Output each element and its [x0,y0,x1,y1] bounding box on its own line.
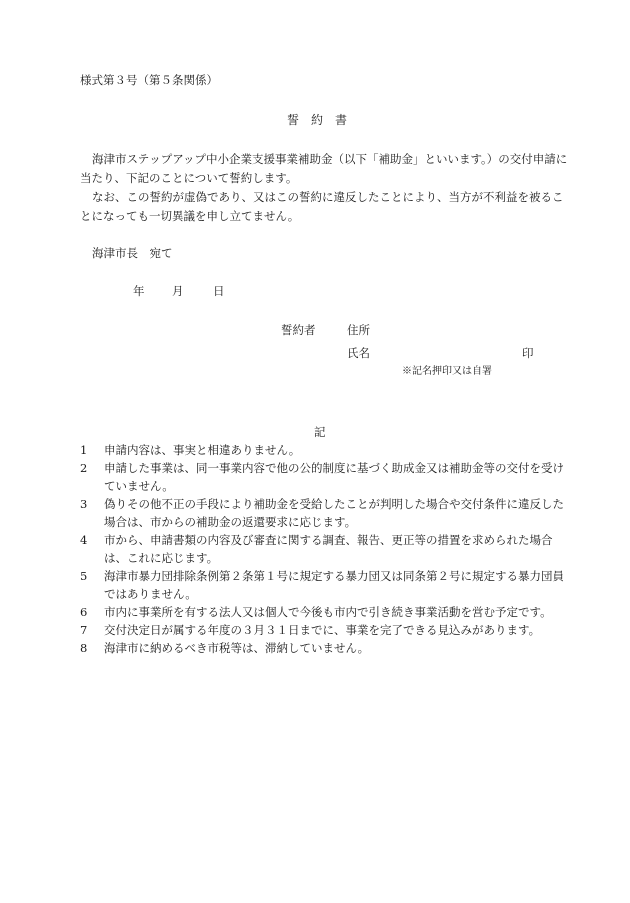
ki-heading: 記 [314,425,326,439]
item-number: 2 [80,461,88,475]
item-text: 申請内容は、事実と相違ありません。 [104,443,301,457]
pledge-item [80,459,570,495]
pledger-label: 誓約者 [281,323,316,337]
signature-note: ※記名押印又は自署 [402,366,492,377]
item-number: 7 [80,623,88,637]
item-text: 市内に事業所を有する法人又は個人で今後も市内で引き続き事業活動を営む予定です。 [104,605,552,619]
intro-paragraph [80,150,568,226]
pledge-item [80,567,570,603]
date-year: 年 [133,284,145,298]
pledge-item [80,639,570,657]
item-number: 3 [80,497,88,511]
item-number: 8 [80,641,88,655]
document-title: 誓 約 書 [287,113,348,127]
seal-mark: 印 [522,346,534,360]
item-number: 6 [80,605,88,619]
item-text: 偽りその他不正の手段により補助金を受給したことが判明した場合や交付条件に違反した場合は、市からの補助金の返還要求に応じます。 [104,497,564,529]
address-label: 住所 [347,323,370,337]
pledge-item [80,441,570,459]
pledge-items [80,441,570,657]
item-number: 5 [80,569,88,583]
item-text: 市から、申請書類の内容及び審査に関する調査、報告、更正等の措置を求められた場合は、これに応じます。 [104,533,553,565]
date-month: 月 [172,284,184,298]
item-text: 海津市暴力団排除条例第２条第１号に規定する暴力団又は同条第２号に規定する暴力団員ではありません。 [104,569,564,601]
pledge-item [80,621,570,639]
item-text: 申請した事業は、同一事業内容で他の公的制度に基づく助成金又は補助金等の交付を受けていません。 [104,461,564,493]
date-day: 日 [213,284,225,298]
item-number: 1 [80,443,88,457]
pledge-item [80,603,570,621]
addressee: 海津市長 宛て [92,246,173,260]
intro-sentence-1: 海津市ステップアップ中小企業支援事業補助金（以下「補助金」といいます。）の交付申請に当たり、下記のことについて誓約します。 [80,152,568,185]
pledge-item [80,495,570,531]
item-text: 海津市に納めるべき市税等は、滞納していません。 [104,641,370,655]
name-label: 氏名 [347,346,370,360]
item-number: 4 [80,533,88,547]
pledge-item [80,531,570,567]
intro-sentence-2: なお、この誓約が虚偽であり、又はこの誓約に違反したことにより、当方が不利益を被ることになっても一切異議を申し立てません。 [80,190,564,223]
item-text: 交付決定日が属する年度の３月３１日までに、事業を完了できる見込みがあります。 [104,623,541,637]
form-label: 様式第３号（第５条関係） [80,73,218,87]
